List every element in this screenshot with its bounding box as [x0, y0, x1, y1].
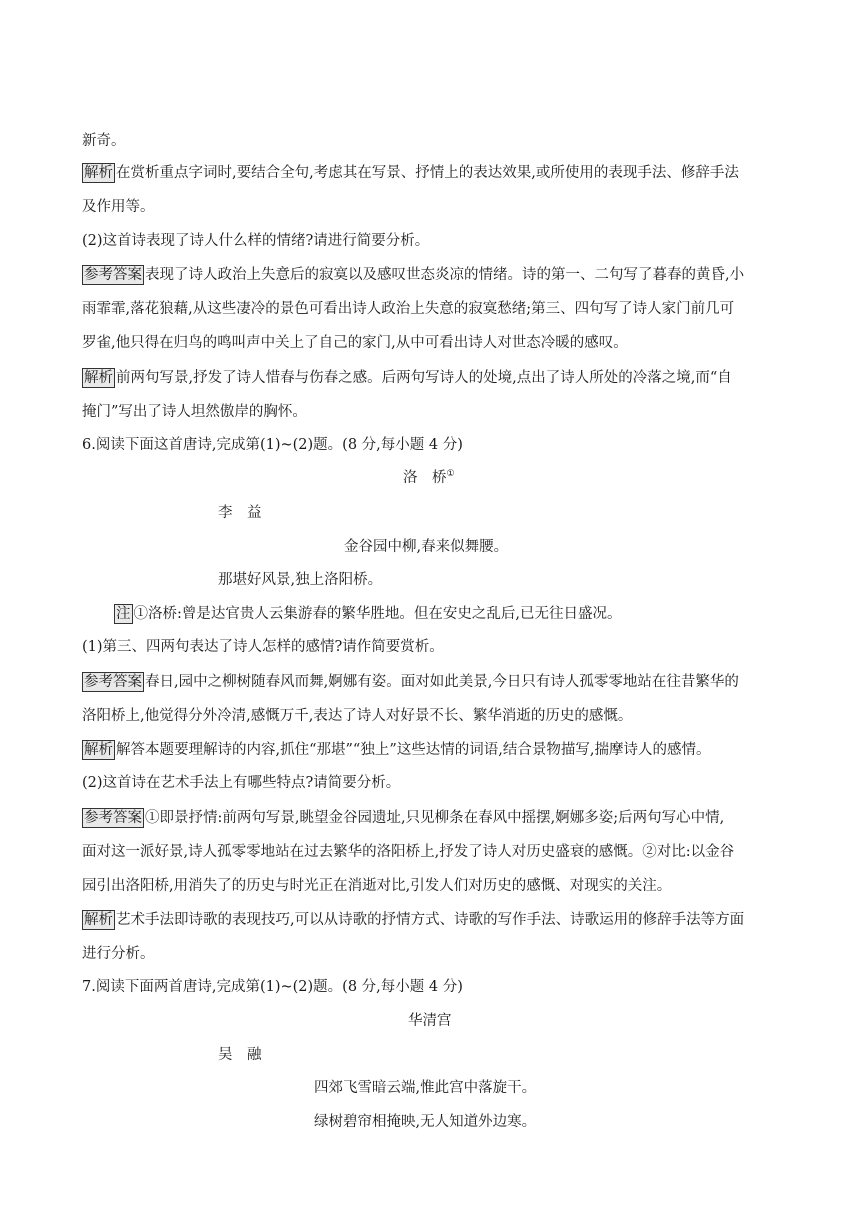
- answer-paragraph: [82, 672, 739, 692]
- analysis-paragraph: [82, 740, 710, 760]
- text-line: 在赏析重点字词时,要结合全句,考虑其在写景、抒情上的表达效果,或所使用的表现手法、修辞手法: [116, 165, 739, 181]
- poem-title: 华清宫: [408, 1013, 452, 1029]
- question-heading: 7.阅读下面两首唐诗,完成第(1)~(2)题。(8 分,每小题 4 分): [82, 979, 463, 995]
- analysis-paragraph: [82, 163, 739, 183]
- text-line: 解答本题要理解诗的内容,抓住“那堪”“独上”这些达情的词语,结合景物描写,揣摩诗人的感情。: [116, 742, 711, 758]
- analysis-label: 解析: [84, 370, 113, 386]
- text-line: 表现了诗人政治上失意后的寂寞以及感叹世态炎凉的情绪。诗的第一、二句写了暮春的黄昏,小: [145, 267, 745, 283]
- text-line: ①洛桥:曾是达官贵人云集游春的繁华胜地。但在安史之乱后,已无往日盛况。: [133, 606, 622, 622]
- text-line: 掩门”写出了诗人坦然傲岸的胸怀。: [82, 404, 307, 420]
- answer-label: 参考答案: [84, 674, 142, 690]
- question-text: (2)这首诗在艺术手法上有哪些特点?请简要分析。: [82, 775, 401, 791]
- text-line: 洛阳桥上,他觉得分外冷清,感慨万千,表达了诗人对好景不长、繁华消逝的历史的感慨。: [82, 708, 633, 724]
- poem-title: [403, 468, 455, 488]
- poem-author: 吴 融: [218, 1047, 262, 1063]
- analysis-label: 解析: [84, 742, 113, 758]
- text-line: 新奇。: [82, 133, 126, 149]
- analysis-paragraph: [82, 368, 732, 388]
- poem-line: 那堪好风景,独上洛阳桥。: [218, 572, 383, 588]
- answer-paragraph: [82, 265, 744, 285]
- question-text: (1)第三、四两句表达了诗人怎样的感情?请作简要赏析。: [82, 639, 444, 655]
- poem-line: 金谷园中柳,春来似舞腰。: [344, 539, 509, 555]
- analysis-label: 解析: [84, 165, 113, 181]
- text-line: 进行分析。: [82, 946, 155, 962]
- text-line: 及作用等。: [82, 199, 155, 215]
- note-label: 注: [116, 606, 131, 622]
- analysis-label: 解析: [84, 912, 113, 928]
- question-text: (2)这首诗表现了诗人什么样的情绪?请进行简要分析。: [82, 233, 430, 249]
- text-line: 前两句写景,抒发了诗人惜春与伤春之感。后两句写诗人的处境,点出了诗人所处的冷落之境,而“自: [116, 370, 732, 386]
- poem-author: 李 益: [218, 505, 262, 521]
- poem-line: 绿树碧帘相掩映,无人知道外边寒。: [314, 1114, 537, 1130]
- poem-line: 四郊飞雪暗云端,惟此宫中落旋干。: [314, 1080, 537, 1096]
- footnote-marker: ①: [446, 469, 455, 480]
- text-line: 雨霏霏,落花狼藉,从这些凄冷的景色可看出诗人政治上失意的寂寞愁绪;第三、四句写了诗人家门前几可: [82, 301, 735, 317]
- text-line: 春日,园中之柳树随春风而舞,婀娜有姿。面对如此美景,今日只有诗人孤零零地站在往昔繁华的: [145, 674, 739, 690]
- answer-label: 参考答案: [84, 810, 142, 826]
- text-line: 面对这一派好景,诗人孤零零地站在过去繁华的洛阳桥上,抒发了诗人对历史盛衰的感慨。②对比:以金谷: [82, 844, 735, 860]
- answer-paragraph: [82, 808, 724, 828]
- text-line: 园引出洛阳桥,用消失了的历史与时光正在消逝对比,引发人们对历史的感慨、对现实的关注。: [82, 878, 672, 894]
- answer-label: 参考答案: [84, 267, 142, 283]
- analysis-paragraph: [82, 910, 744, 930]
- text-line: 艺术手法即诗歌的表现技巧,可以从诗歌的抒情方式、诗歌的写作手法、诗歌运用的修辞手法等方面: [116, 912, 745, 928]
- note-paragraph: [114, 604, 622, 624]
- poem-title-text: 洛 桥: [403, 470, 447, 486]
- text-line: ①即景抒情:前两句写景,眺望金谷园遗址,只见柳条在春风中摇摆,婀娜多姿;后两句写心中情,: [145, 810, 725, 826]
- text-line: 罗雀,他只得在归鸟的鸣叫声中关上了自己的家门,从中可看出诗人对世态冷暖的感叹。: [82, 335, 628, 351]
- question-heading: 6.阅读下面这首唐诗,完成第(1)~(2)题。(8 分,每小题 4 分): [82, 437, 463, 453]
